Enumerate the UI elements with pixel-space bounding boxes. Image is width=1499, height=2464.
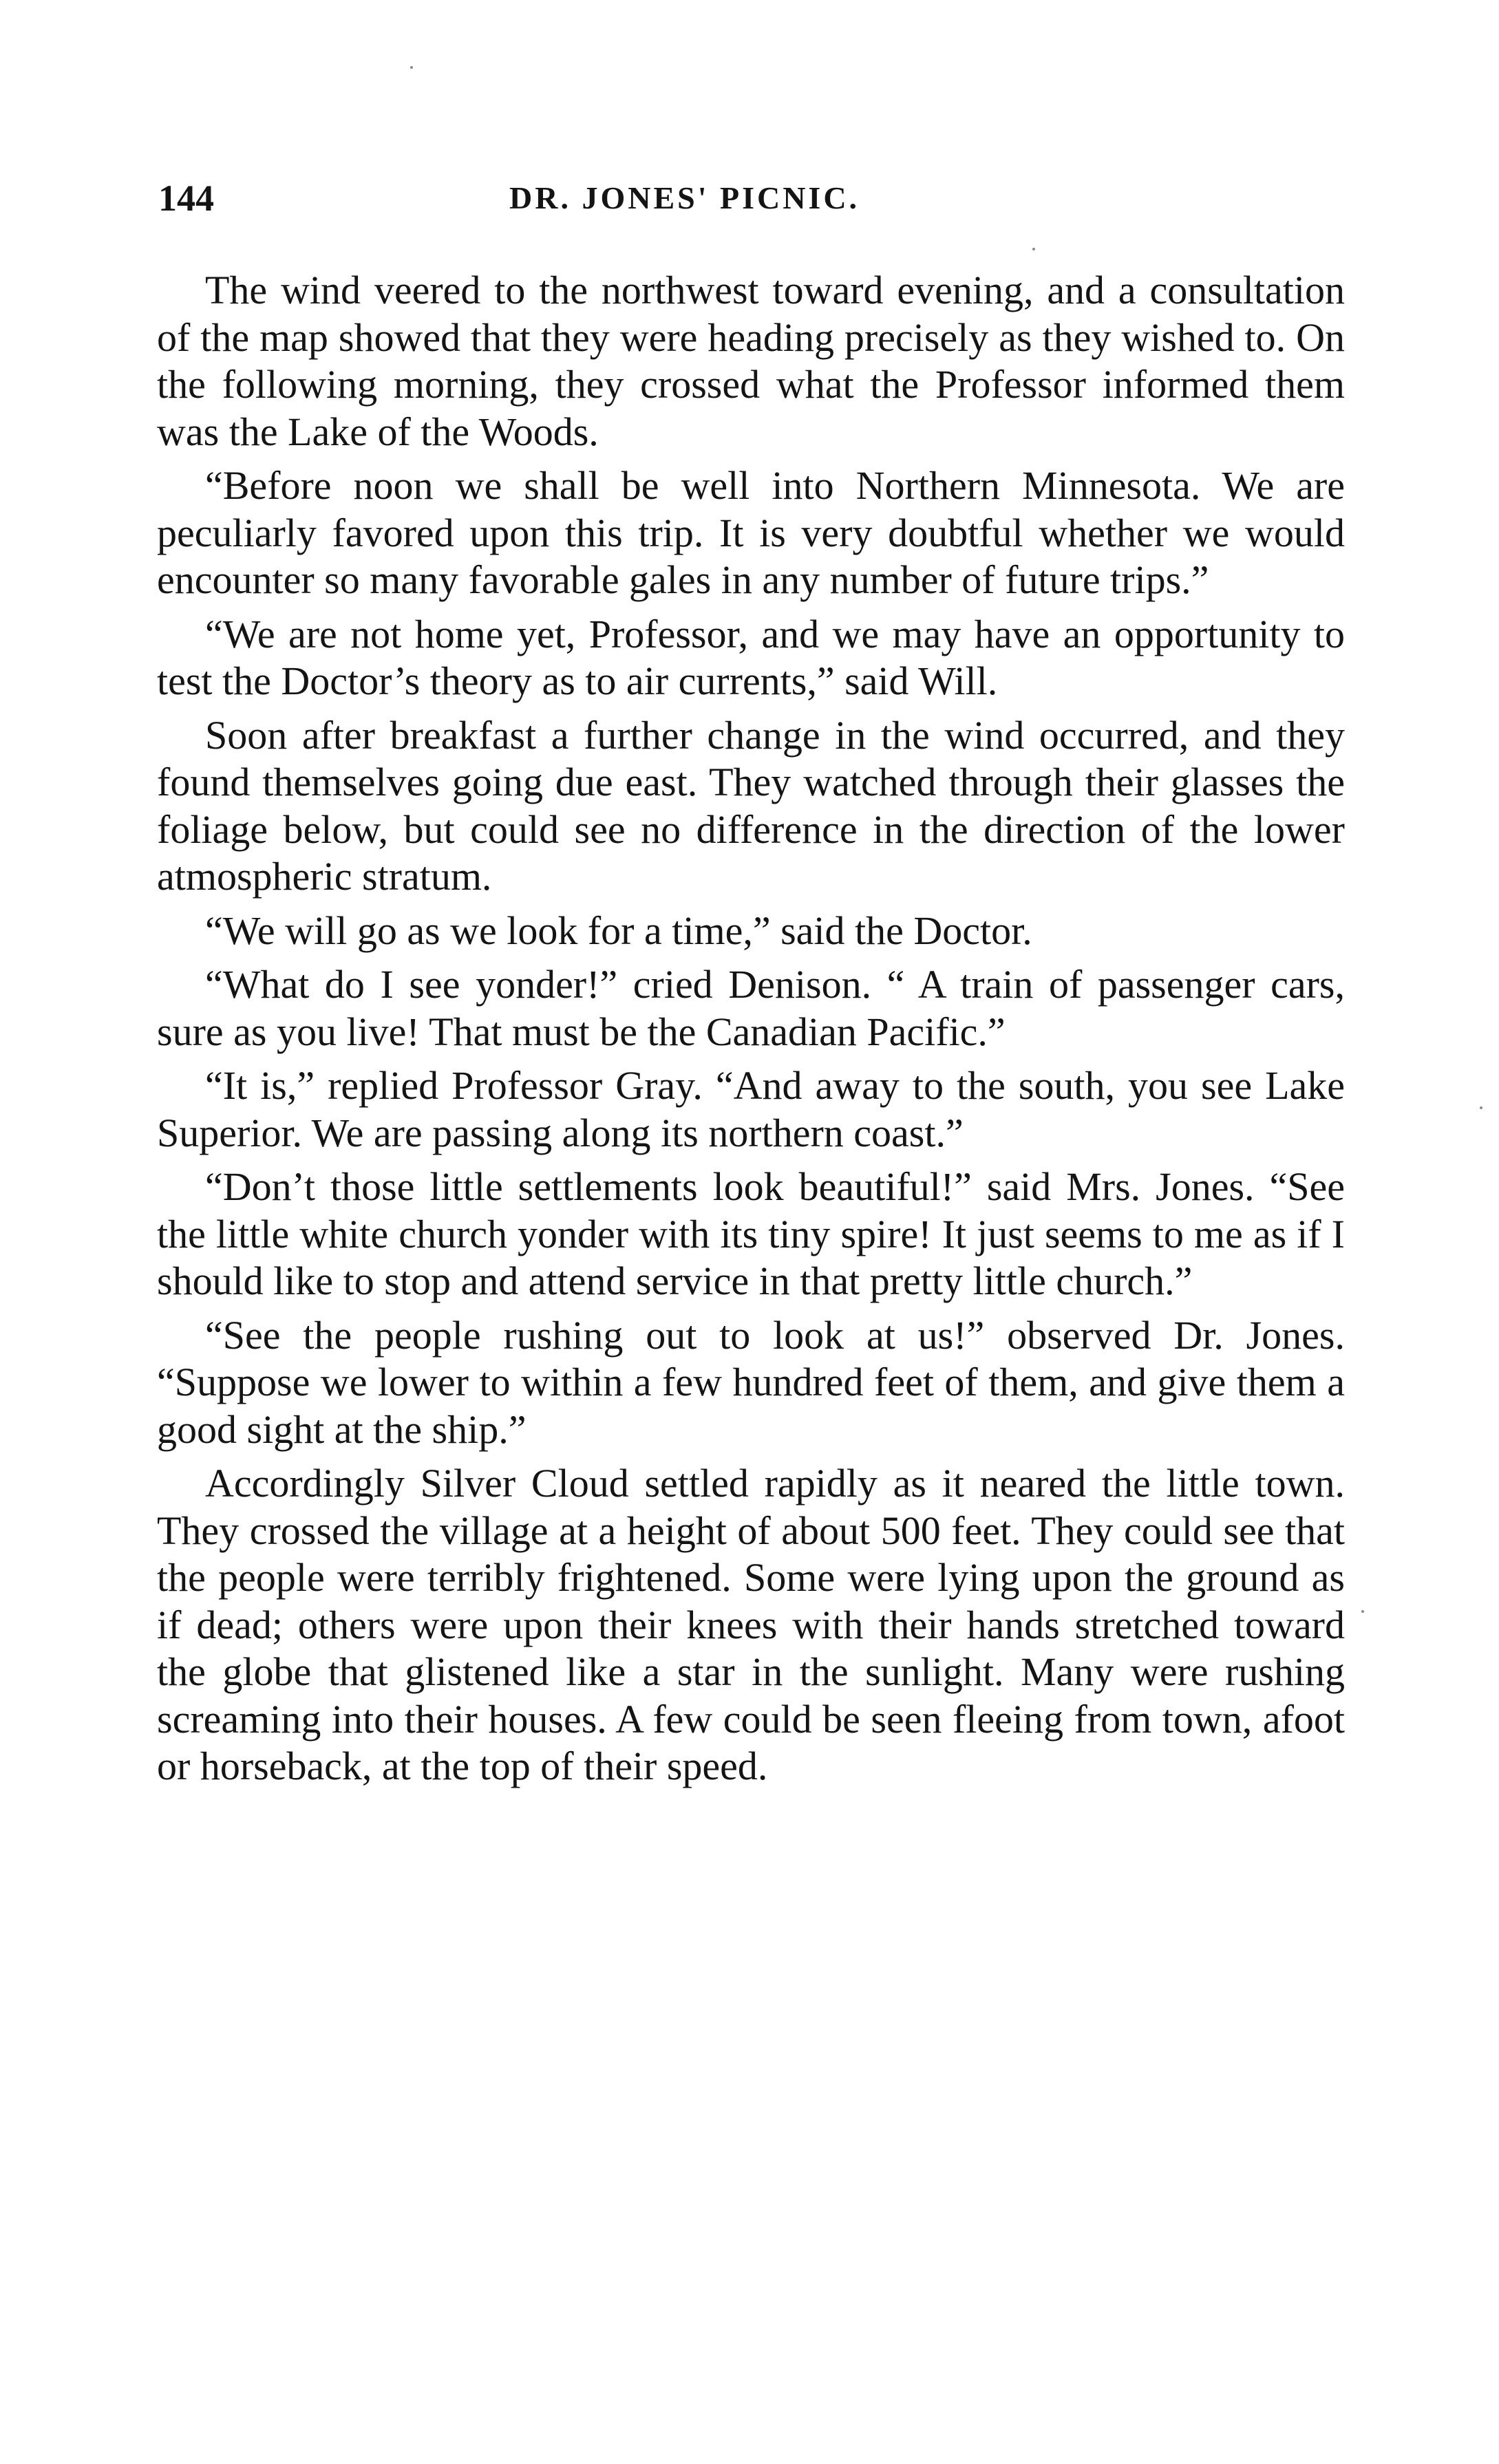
- paper-speck: [1032, 248, 1035, 250]
- page-header: [158, 171, 1342, 226]
- paragraph: Soon after breakfast a further change in the wind occurred, and they found themselves going due east. They watched through their glasses the foliage below, but could see no difference in the direction of the lower atmospheric stratum.: [157, 712, 1345, 899]
- paragraph: Accordingly Silver Cloud settled rapidly as it neared the little town. They crossed the village at a height of about 500 feet. They could see that the people were terribly frightened. Some were lying upon the ground as if dead; others were upon their knees with their hands stretched toward the globe that glistened like a star in the sunlight. Many were rushing screaming into their houses. A few could be seen fleeing from town, afoot or horseback, at the top of their speed.: [157, 1461, 1345, 1788]
- paper-speck: [1480, 1106, 1482, 1109]
- paper-speck: [1361, 1610, 1364, 1613]
- paragraph: “Don’t those little settlements look beautiful!” said Mrs. Jones. “See the little white church yonder with its tiny spire! It just seems to me as if I should like to stop and attend service in that pretty little church.”: [157, 1164, 1345, 1303]
- body-text: [157, 267, 1345, 1797]
- paragraph: “Before noon we shall be well into Northern Minnesota. We are peculiarly favored upon this trip. It is very doubtful whether we would encounter so many favorable gales in any number of future trips.”: [157, 463, 1345, 602]
- paragraph: “See the people rushing out to look at us!” observed Dr. Jones. “Suppose we lower to within a few hundred feet of them, and give them a good sight at the ship.”: [157, 1312, 1345, 1452]
- page-number: 144: [158, 178, 214, 219]
- paragraph: “We will go as we look for a time,” said the Doctor.: [205, 908, 1032, 953]
- running-head: DR. JONES' PICNIC.: [509, 180, 860, 215]
- paragraph: “It is,” replied Professor Gray. “And away to the south, you see Lake Superior. We are passing along its northern coast.”: [157, 1063, 1345, 1155]
- paragraph: The wind veered to the northwest toward evening, and a consultation of the map showed that they were heading precisely as they wished to. On the following morning, they crossed what the Professor informed them was the Lake of the Woods.: [157, 268, 1345, 454]
- paragraph: “We are not home yet, Professor, and we may have an opportunity to test the Doctor’s theory as to air currents,” said Will.: [157, 611, 1345, 703]
- paper-speck: [410, 66, 413, 69]
- paragraph: “What do I see yonder!” cried Denison. “ A train of passenger cars, sure as you live! That must be the Canadian Pacific.”: [157, 962, 1345, 1054]
